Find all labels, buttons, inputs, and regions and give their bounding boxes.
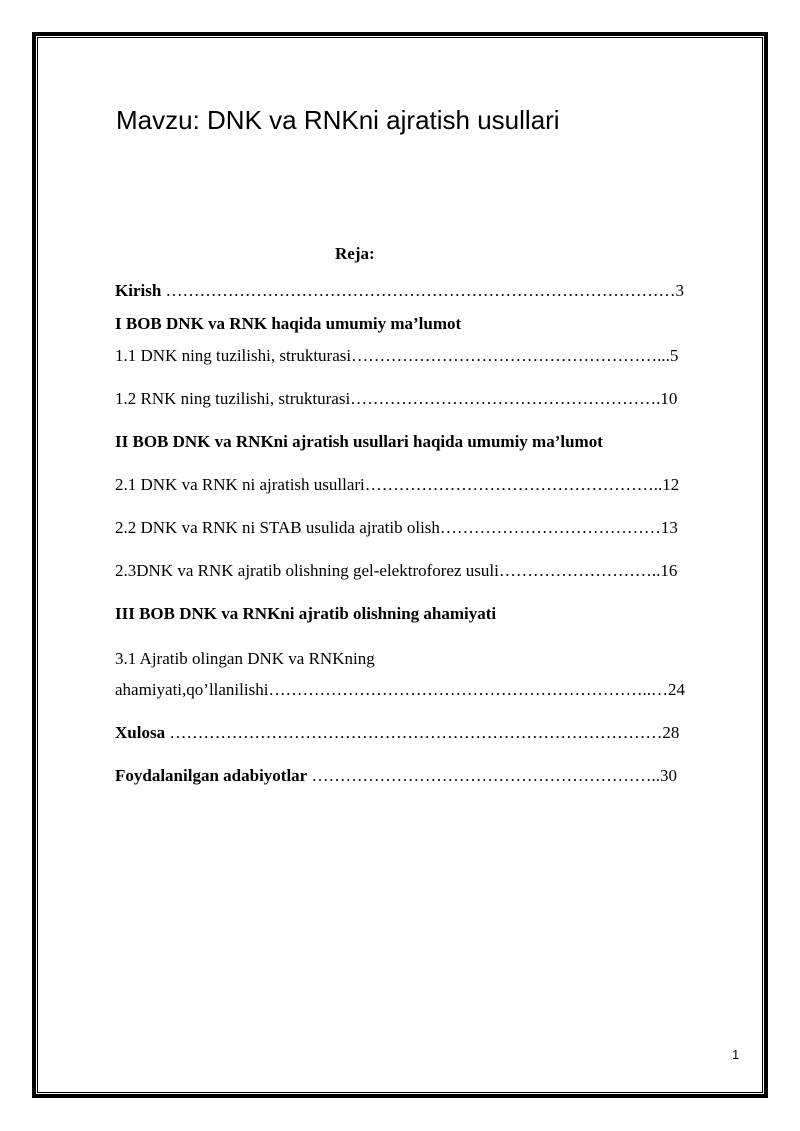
toc-entry-2-3: 2.3DNK va RNK ajratib olishning gel-elektroforez usuli………………………..16 xyxy=(115,561,678,580)
toc-entry-kirish xyxy=(115,281,684,301)
toc-entry-xulosa xyxy=(115,723,679,743)
document-title: Mavzu: DNK va RNKni ajratish usullari xyxy=(116,105,560,135)
toc-entry-leader: ………………………………………………………………………………3 xyxy=(161,281,685,300)
plan-heading: Reja: xyxy=(335,244,375,263)
toc-chapter-1: I BOB DNK va RNK haqida umumiy ma’lumot xyxy=(115,314,462,333)
toc-entry-label: Xulosa xyxy=(115,723,166,742)
toc-entry-references xyxy=(115,766,677,786)
toc-entry-leader: ……………………………………………………………………………28 xyxy=(165,723,680,742)
toc-entry-label: Foydalanilgan adabiyotlar xyxy=(115,766,308,785)
toc-entry-2-2: 2.2 DNK va RNK ni STAB usulida ajratib olish…………………………………13 xyxy=(115,518,678,537)
toc-chapter-3: III BOB DNK va RNKni ajratib olishning ahamiyati xyxy=(115,604,497,623)
toc-chapter-2: II BOB DNK va RNKni ajratish usullari haqida umumiy ma’lumot xyxy=(115,432,603,451)
page-number: 1 xyxy=(732,1047,740,1062)
toc-entry-3-1-line2: ahamiyati,qo’llanilishi…………………………………………………………..…24 xyxy=(115,680,685,699)
toc-entry-3-1-line1: 3.1 Ajratib olingan DNK va RNKning xyxy=(115,649,375,668)
toc-entry-1-2: 1.2 RNK ning tuzilishi, strukturasi……………………………………………….10 xyxy=(115,389,678,408)
toc-entry-label: Kirish xyxy=(115,281,162,300)
toc-entry-1-1: 1.1 DNK ning tuzilishi, strukturasi………………………………………………...5 xyxy=(115,346,679,365)
toc-entry-2-1: 2.1 DNK va RNK ni ajratish usullari……………………………………………..12 xyxy=(115,475,680,494)
toc-entry-leader: ……………………………………………………..30 xyxy=(307,766,677,785)
